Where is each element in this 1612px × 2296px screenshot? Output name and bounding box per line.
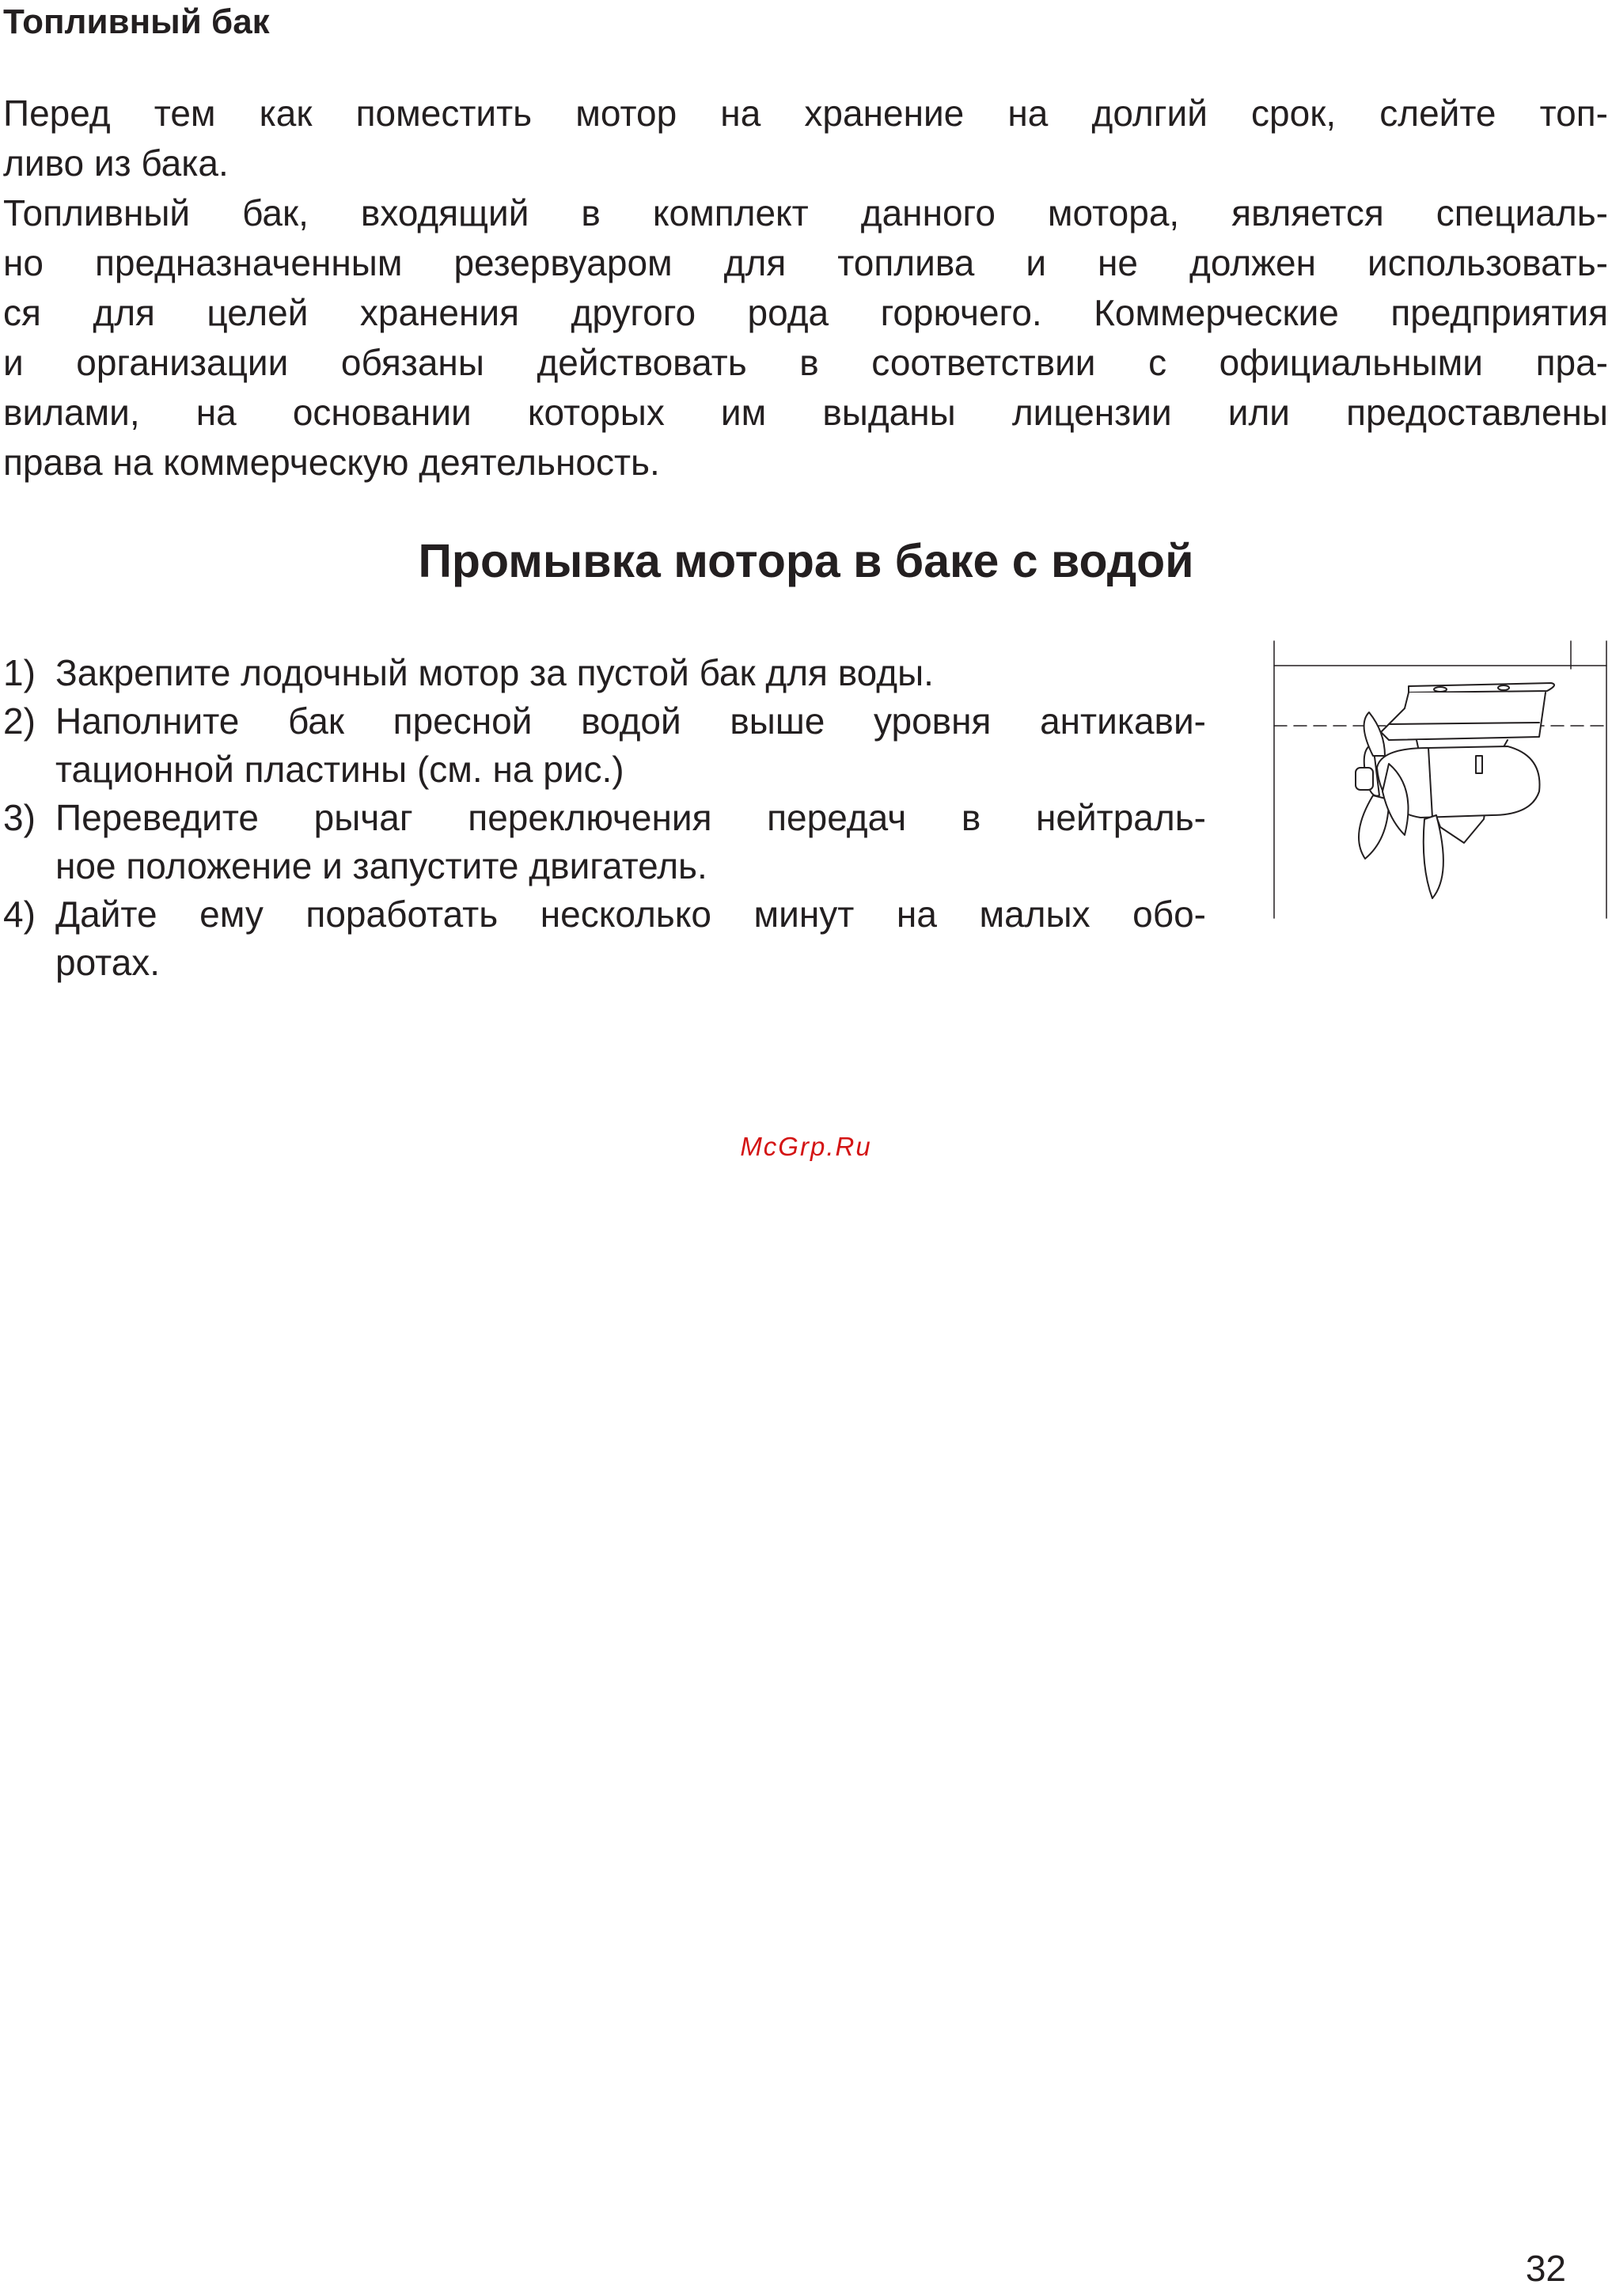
steps-list [3,649,1206,987]
text-line: но предназначенным резервуаром для топлива и не должен использовать- [3,242,1608,283]
step-text-line: Закрепите лодочный мотор за пустой бак для воды. [55,652,934,693]
step-item [3,794,1206,890]
text-line: Топливный бак, входящий в комплект данного мотора, является специаль- [3,192,1608,233]
page-number: 32 [1525,2248,1566,2289]
step-text-line: ное положение и запустите двигатель. [55,845,707,886]
step-item [3,890,1206,987]
step-text-line: ротах. [55,942,161,983]
step-number: 1) [3,652,36,693]
step-text-line: тационной пластины (см. на рис.) [55,749,624,790]
step-item [3,649,1206,697]
text-line: Перед тем как поместить мотор на хранение на долгий срок, слейте топ- [3,93,1608,134]
step-number: 3) [3,797,36,838]
paragraph-fuel-tank-usage [3,188,1608,488]
step-number: 4) [3,894,36,935]
watermark: McGrp.Ru [740,1132,872,1161]
step-text-line: Дайте ему поработать несколько минут на малых обо- [55,894,1206,935]
section-title: Топливный бак [3,2,270,41]
text-line: и организации обязаны действовать в соответствии с официальными пра- [3,342,1608,383]
text-line: ся для целей хранения другого рода горючего. Коммерческие предприятия [3,292,1608,333]
step-number: 2) [3,700,36,742]
text-line: вилами, на основании которых им выданы лицензии или предоставлены [3,392,1608,433]
step-text-line: Переведите рычаг переключения передач в нейтраль- [55,797,1206,838]
text-line: права на коммерческую деятельность. [3,442,660,483]
step-item [3,697,1206,794]
step-text-line: Наполните бак пресной водой выше уровня антикави- [55,700,1206,742]
paragraph-drain-fuel [3,89,1608,188]
section-heading: Промывка мотора в баке с водой [418,535,1194,587]
outboard-motor-illustration [1270,637,1610,922]
text-line: ливо из бака. [3,142,229,184]
